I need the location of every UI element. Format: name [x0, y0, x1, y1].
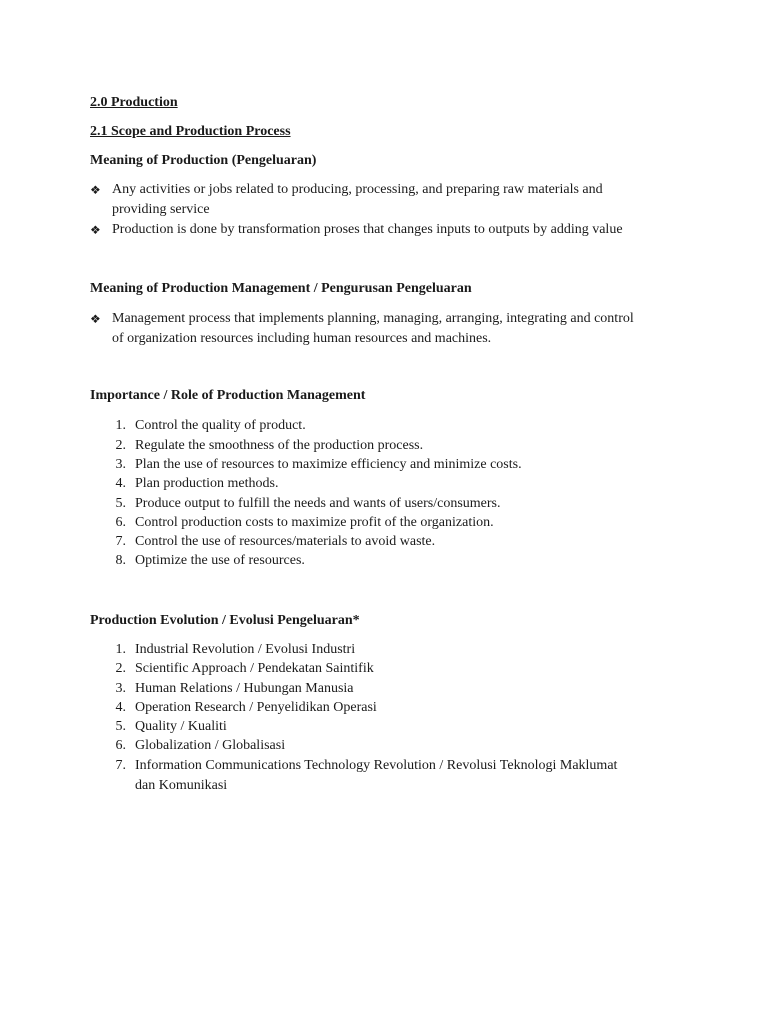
list-text: Regulate the smoothness of the production process. [135, 438, 424, 453]
list-number: 5. [115, 719, 126, 734]
list-text: Plan the use of resources to maximize efficiency and minimize costs. [135, 457, 522, 472]
list-item [112, 659, 374, 679]
list-text: Scientific Approach / Pendekatan Saintifik [135, 661, 374, 676]
list-text: Human Relations / Hubungan Manusia [135, 681, 354, 696]
list-number: 6. [115, 515, 126, 530]
bullet-text: Management process that implements planning, managing, arranging, integrating and control [112, 311, 634, 326]
heading-production-evolution: Production Evolution / Evolusi Pengeluaran* [90, 613, 360, 628]
list-item [112, 736, 285, 756]
list-item [112, 717, 227, 737]
list-text: Industrial Revolution / Evolusi Industri [135, 642, 356, 657]
list-item [112, 698, 377, 718]
list-item [112, 494, 500, 514]
diamond-bullet-icon: ❖ [90, 312, 101, 326]
list-number: 7. [115, 534, 126, 549]
bullet-text-continuation: of organization resources including human resources and machines. [112, 331, 492, 346]
list-text: Optimize the use of resources. [135, 553, 305, 568]
list-text: Control the quality of product. [135, 418, 306, 433]
list-text: Produce output to fulfill the needs and wants of users/consumers. [135, 496, 501, 511]
list-number: 3. [115, 457, 126, 472]
list-text: Globalization / Globalisasi [135, 738, 286, 753]
list-number: 6. [115, 738, 126, 753]
list-text: Control production costs to maximize profit of the organization. [135, 515, 494, 530]
list-text: Operation Research / Penyelidikan Operasi [135, 700, 377, 715]
heading-production: 2.0 Production [90, 95, 178, 110]
bullet-item [90, 180, 603, 220]
bullet-item [90, 220, 623, 240]
list-item [112, 436, 423, 456]
list-item [112, 551, 305, 571]
diamond-bullet-icon: ❖ [90, 223, 101, 237]
list-item [112, 679, 354, 699]
heading-meaning-of-production: Meaning of Production (Pengeluaran) [90, 153, 317, 168]
list-number: 4. [115, 476, 126, 491]
heading-importance-role: Importance / Role of Production Management [90, 388, 366, 403]
list-number: 5. [115, 496, 126, 511]
list-item [112, 532, 435, 552]
list-text: Information Communications Technology Revolution / Revolusi Teknologi Maklumat [135, 758, 618, 773]
list-number: 8. [115, 553, 126, 568]
list-number: 2. [115, 661, 126, 676]
list-text: Plan production methods. [135, 476, 279, 491]
bullet-text: Any activities or jobs related to producing, processing, and preparing raw materials and [112, 182, 603, 197]
list-number: 4. [115, 700, 126, 715]
diamond-bullet-icon: ❖ [90, 183, 101, 197]
bullet-text: Production is done by transformation proses that changes inputs to outputs by adding value [112, 222, 623, 237]
list-item [112, 640, 355, 660]
heading-meaning-of-production-management: Meaning of Production Management / Pengurusan Pengeluaran [90, 281, 472, 296]
bullet-item [90, 309, 634, 349]
list-item [112, 455, 522, 475]
list-item [112, 513, 494, 533]
list-text-continuation: dan Komunikasi [135, 778, 228, 793]
list-item [112, 756, 617, 796]
list-text: Quality / Kualiti [135, 719, 227, 734]
list-number: 7. [115, 758, 126, 773]
list-item [112, 416, 306, 436]
list-item [112, 474, 279, 494]
bullet-text-continuation: providing service [112, 202, 210, 217]
heading-scope-production-process: 2.1 Scope and Production Process [90, 124, 291, 139]
list-number: 1. [115, 418, 126, 433]
list-number: 1. [115, 642, 126, 657]
list-number: 3. [115, 681, 126, 696]
list-text: Control the use of resources/materials to avoid waste. [135, 534, 436, 549]
list-number: 2. [115, 438, 126, 453]
